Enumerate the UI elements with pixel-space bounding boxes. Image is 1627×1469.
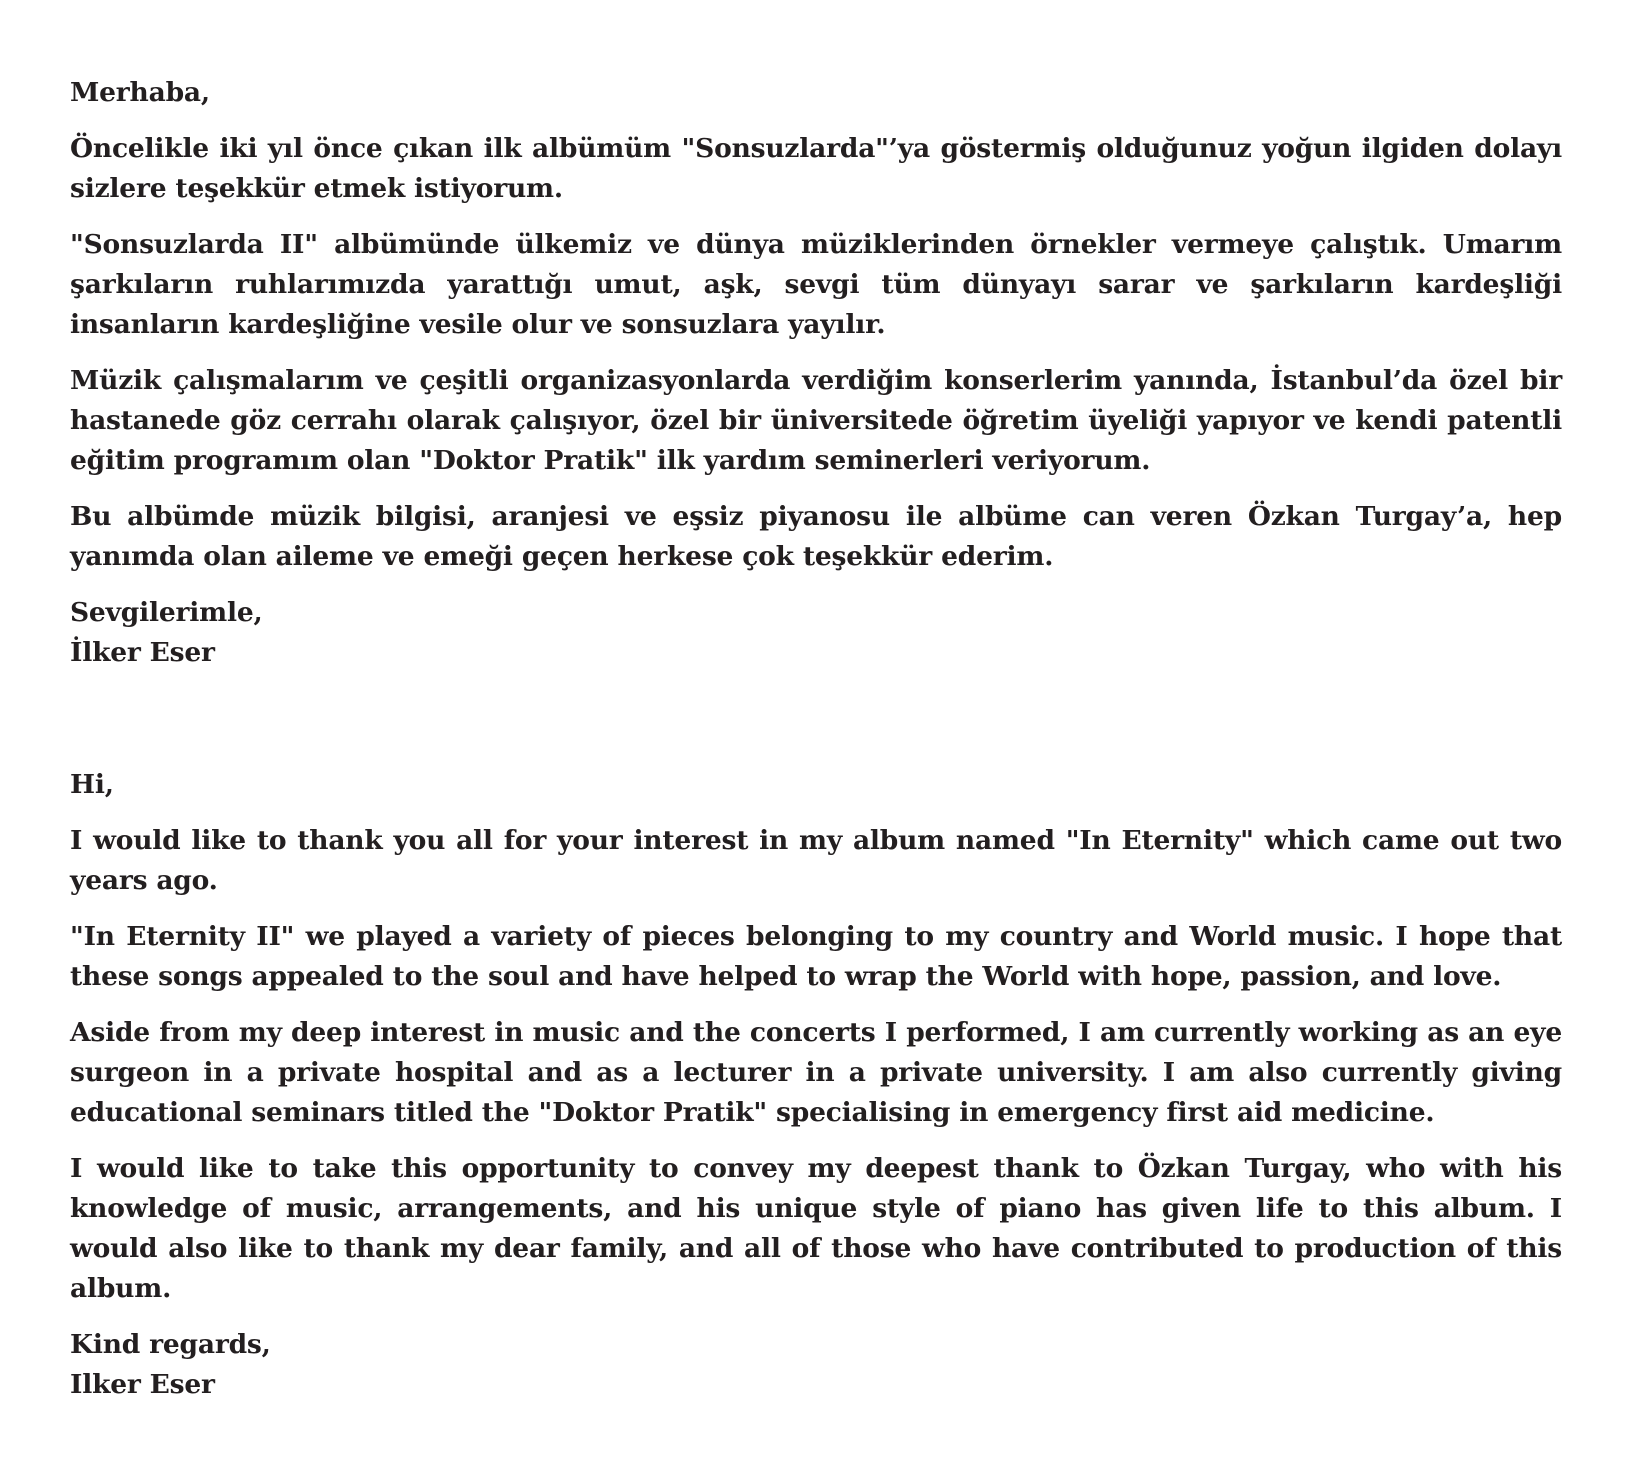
turkish-paragraph-1: Öncelikle iki yıl önce çıkan ilk albümüm "Sonsuzlarda"’ya göstermiş olduğunuz yoğun ilgiden dolayı sizlere teşekkür etmek istiyorum. (70, 133, 1562, 204)
english-signoff (70, 1325, 1562, 1405)
english-paragraph-3: Aside from my deep interest in music and the concerts I performed, I am currently working as an eye surgeon in a private hospital and as a lecturer in a private university. I am also currently giving educational seminars titled the "Doktor Pratik" specialising in emergency first aid medicine. (70, 1017, 1562, 1128)
turkish-signoff (70, 593, 1562, 673)
section-divider-space (70, 673, 1562, 765)
turkish-signature: İlker Eser (70, 637, 215, 668)
turkish-paragraph-2: "Sonsuzlarda II" albümünde ülkemiz ve dünya müziklerinden örnekler vermeye çalıştık. Umarım şarkıların ruhlarımızda yarattığı umut, aşk, sevgi tüm dünyayı sarar ve şarkıların kardeşliği insanların kardeşliğine vesile olur ve sonsuzlara yayılır. (70, 229, 1562, 340)
turkish-greeting: Merhaba, (70, 77, 210, 108)
english-letter (70, 765, 1562, 1405)
english-paragraph-1: I would like to thank you all for your interest in my album named "In Eternity" which came out two years ago. (70, 825, 1562, 896)
english-paragraph-2: "In Eternity II" we played a variety of pieces belonging to my country and World music. I hope that these songs appealed to the soul and have helped to wrap the World with hope, passion, and love. (70, 921, 1562, 992)
english-paragraph-4: I would like to take this opportunity to convey my deepest thank to Özkan Turgay, who with his knowledge of music, arrangements, and his unique style of piano has given life to this album. I would also like to thank my dear family, and all of those who have contributed to production of this album. (70, 1153, 1562, 1304)
english-closing: Kind regards, (70, 1329, 271, 1360)
letter-page (70, 73, 1562, 1405)
turkish-letter (70, 73, 1562, 673)
turkish-paragraph-4: Bu albümde müzik bilgisi, aranjesi ve eşsiz piyanosu ile albüme can veren Özkan Turgay’a, hep yanımda olan aileme ve emeği geçen herkese çok teşekkür ederim. (70, 501, 1562, 572)
english-greeting: Hi, (70, 769, 114, 800)
english-signature: Ilker Eser (70, 1369, 215, 1400)
turkish-closing: Sevgilerimle, (70, 597, 263, 628)
turkish-paragraph-3: Müzik çalışmalarım ve çeşitli organizasyonlarda verdiğim konserlerim yanında, İstanbul’da özel bir hastanede göz cerrahı olarak çalışıyor, özel bir üniversitede öğretim üyeliği yapıyor ve kendi patentli eğitim programım olan "Doktor Pratik" ilk yardım seminerleri veriyorum. (70, 365, 1562, 476)
